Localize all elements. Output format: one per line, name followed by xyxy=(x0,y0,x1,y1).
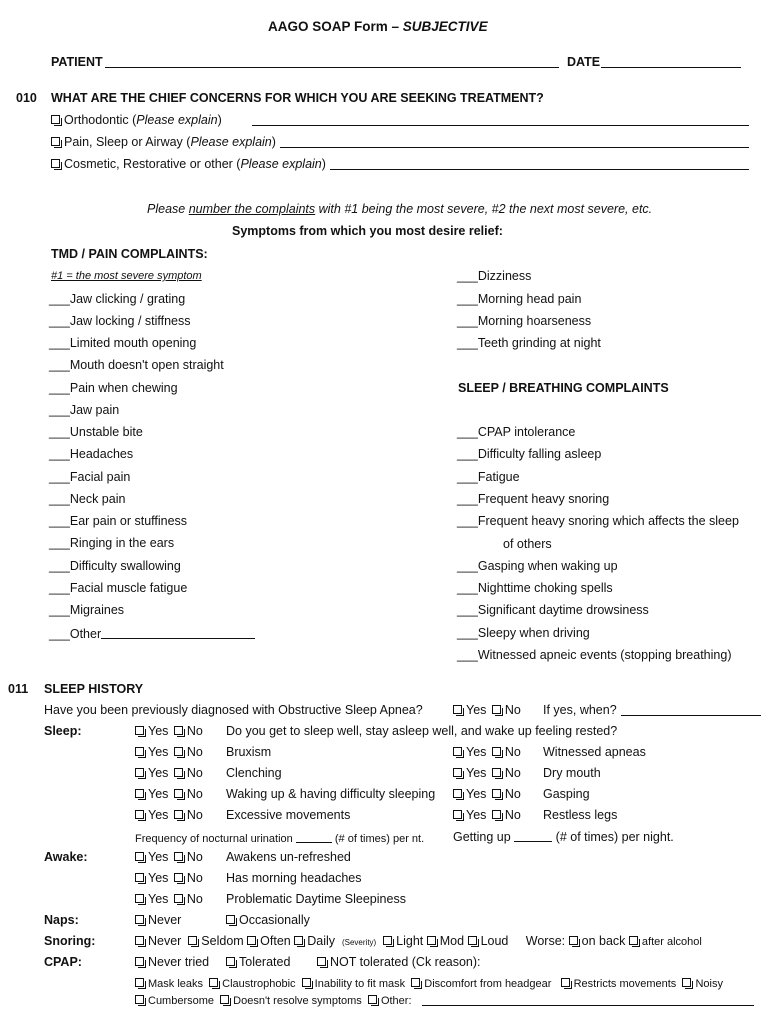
checkbox-icon[interactable] xyxy=(135,915,144,924)
yes-no-row[interactable]: Yes No xyxy=(135,788,203,801)
checkbox-icon[interactable] xyxy=(135,957,144,966)
form-title-emphasis: SUBJECTIVE xyxy=(402,19,488,34)
sleep-item[interactable]: ___Gasping when waking up xyxy=(457,559,618,573)
urination-frequency: Frequency of nocturnal urination (# of times) per nt. xyxy=(135,833,425,845)
checkbox-icon[interactable] xyxy=(135,852,144,861)
numbering-instructions: Please number the complaints with #1 being the most severe, #2 the next most severe, etc. xyxy=(147,202,653,216)
checkbox-icon[interactable] xyxy=(135,726,144,735)
yes-no-row[interactable]: Yes No xyxy=(135,809,203,822)
naps-occasionally[interactable]: Occasionally xyxy=(226,914,310,927)
tmd-item[interactable]: ___Ear pain or stuffiness xyxy=(49,514,188,528)
sleep-yes-no[interactable]: Yes No xyxy=(135,725,203,738)
sleep-label: Sleep: xyxy=(44,724,82,738)
checkbox-icon[interactable] xyxy=(383,936,392,945)
tmd-item[interactable]: ___Jaw locking / stiffness xyxy=(49,314,191,328)
yes-no-row[interactable]: Yes No xyxy=(135,746,203,759)
right-item[interactable]: ___Morning hoarseness xyxy=(457,314,592,328)
tmd-severity-note: #1 = the most severe symptom xyxy=(51,270,202,282)
checkbox-icon[interactable] xyxy=(174,789,183,798)
checkbox-icon[interactable] xyxy=(226,957,235,966)
checkbox-icon[interactable] xyxy=(302,978,311,987)
form-title-main: AAGO SOAP Form – xyxy=(268,19,400,34)
tmd-item[interactable]: ___Jaw clicking / grating xyxy=(49,292,186,306)
osa-question: Have you been previously diagnosed with Obstructive Sleep Apnea? xyxy=(44,703,423,717)
checkbox-icon[interactable] xyxy=(174,810,183,819)
tmd-item[interactable]: ___Migraines xyxy=(49,603,125,617)
concern-pain-sleep-airway[interactable]: Pain, Sleep or Airway (Please explain) xyxy=(51,136,276,149)
form-title xyxy=(268,20,488,34)
checkbox-icon[interactable] xyxy=(135,747,144,756)
sleep-item[interactable]: ___Difficulty falling asleep xyxy=(457,447,602,461)
checkbox-icon[interactable] xyxy=(188,936,197,945)
sleep-item[interactable]: ___Significant daytime drowsiness xyxy=(457,603,649,617)
checkbox-icon[interactable] xyxy=(135,768,144,777)
cpap-never-tried[interactable]: Never tried xyxy=(135,956,209,969)
naps-label: Naps: xyxy=(44,913,79,927)
sleep-item-continuation: of others xyxy=(503,537,552,551)
dry-mouth-label: Dry mouth xyxy=(543,766,601,780)
yes-no-row[interactable]: Yes No xyxy=(135,767,203,780)
checkbox-icon[interactable] xyxy=(629,936,638,945)
tmd-item[interactable]: ___Limited mouth opening xyxy=(49,336,197,350)
bruxism-label: Bruxism xyxy=(226,745,272,759)
awakens-label: Awakens un-refreshed xyxy=(226,850,351,864)
sleep-item[interactable]: ___Frequent heavy snoring xyxy=(457,492,610,506)
cpap-tolerated[interactable]: Tolerated xyxy=(226,956,290,969)
checkbox-icon[interactable] xyxy=(174,894,183,903)
cpap-reasons-row1: Mask leaks Claustrophobic Inability to fit mask Discomfort from headgear Restricts movements Noisy xyxy=(135,978,723,990)
tmd-item[interactable]: ___Difficulty swallowing xyxy=(49,559,181,573)
checkbox-icon[interactable] xyxy=(682,978,691,987)
checkbox-icon[interactable] xyxy=(247,936,256,945)
checkbox-icon[interactable] xyxy=(174,726,183,735)
other-field[interactable] xyxy=(101,627,255,639)
sleep-question: Do you get to sleep well, stay asleep well, and wake up feeling rested? xyxy=(226,724,618,738)
getting-up-field[interactable] xyxy=(514,830,552,842)
sleep-breathing-heading: SLEEP / BREATHING COMPLAINTS xyxy=(458,381,669,395)
checkbox-icon[interactable] xyxy=(561,978,570,987)
yes-no-row[interactable]: Yes No xyxy=(453,788,521,801)
cpap-reasons-row2: Cumbersome Doesn't resolve symptoms Other: xyxy=(135,995,412,1007)
checkbox-icon[interactable] xyxy=(174,747,183,756)
witnessed-apneas-label: Witnessed apneas xyxy=(543,745,646,759)
tmd-item[interactable]: ___Ringing in the ears xyxy=(49,536,175,550)
checkbox-icon[interactable] xyxy=(135,873,144,882)
restless-legs-label: Restless legs xyxy=(543,808,618,822)
waking-label: Waking up & having difficulty sleeping xyxy=(226,787,436,801)
cpap-other-field[interactable] xyxy=(422,1005,754,1006)
checkbox-icon[interactable] xyxy=(569,936,578,945)
checkbox-icon[interactable] xyxy=(135,894,144,903)
concern-cosmetic-field[interactable] xyxy=(330,169,749,170)
sleep-item[interactable]: ___Witnessed apneic events (stopping breathing) xyxy=(457,648,732,662)
checkbox-icon[interactable] xyxy=(174,873,183,882)
daytime-sleepiness-label: Problematic Daytime Sleepiness xyxy=(226,892,406,906)
chief-concerns-question: WHAT ARE THE CHIEF CONCERNS FOR WHICH YOU ARE SEEKING TREATMENT? xyxy=(51,91,544,105)
sleep-history-heading: SLEEP HISTORY xyxy=(44,682,144,696)
snoring-options: Never Seldom Often Daily (Severity) Light Mod Loud Worse: on back after alcohol xyxy=(135,935,702,948)
sleep-item[interactable]: ___Nighttime choking spells xyxy=(457,581,613,595)
checkbox-icon[interactable] xyxy=(135,978,144,987)
checkbox-icon[interactable] xyxy=(468,936,477,945)
right-item[interactable]: ___Morning head pain xyxy=(457,292,582,306)
checkbox-icon[interactable] xyxy=(135,810,144,819)
yes-no-row[interactable]: Yes No xyxy=(453,746,521,759)
patient-field[interactable] xyxy=(105,67,559,68)
yes-no-row[interactable]: Yes No xyxy=(135,893,203,906)
sleep-item[interactable]: ___Frequent heavy snoring which affects the sleep xyxy=(457,514,739,528)
checkbox-icon[interactable] xyxy=(453,789,462,798)
urination-field[interactable] xyxy=(296,831,332,843)
checkbox-icon[interactable] xyxy=(453,705,462,714)
awake-label: Awake: xyxy=(44,850,88,864)
concern-pain-field[interactable] xyxy=(280,147,749,148)
patient-label: PATIENT xyxy=(51,55,103,69)
checkbox-icon[interactable] xyxy=(492,789,501,798)
tmd-item[interactable]: ___Jaw pain xyxy=(49,403,120,417)
checkbox-icon[interactable] xyxy=(492,768,501,777)
checkbox-icon[interactable] xyxy=(174,768,183,777)
osa-when-field[interactable] xyxy=(621,715,761,716)
checkbox-icon[interactable] xyxy=(174,852,183,861)
tmd-item[interactable]: ___Neck pain xyxy=(49,492,126,506)
checkbox-icon[interactable] xyxy=(51,137,60,146)
concern-orthodontic-field[interactable] xyxy=(252,125,749,126)
yes-no-row[interactable]: Yes No xyxy=(453,809,521,822)
checkbox-icon[interactable] xyxy=(209,978,218,987)
yes-no-row[interactable]: Yes No xyxy=(135,851,203,864)
checkbox-icon[interactable] xyxy=(427,936,436,945)
tmd-item[interactable]: ___Unstable bite xyxy=(49,425,143,439)
right-item[interactable]: ___Teeth grinding at night xyxy=(457,336,601,350)
right-item[interactable]: ___Dizziness xyxy=(457,269,532,283)
date-field[interactable] xyxy=(601,67,741,68)
concern-cosmetic[interactable]: Cosmetic, Restorative or other (Please explain) xyxy=(51,158,326,171)
getting-up: Getting up (# of times) per night. xyxy=(453,830,674,844)
section-010-number: 010 xyxy=(16,91,37,105)
section-011-number: 011 xyxy=(8,682,29,696)
osa-yes-no[interactable]: Yes No xyxy=(453,704,521,717)
tmd-heading: TMD / PAIN COMPLAINTS: xyxy=(51,247,208,261)
symptoms-heading: Symptoms from which you most desire relief: xyxy=(232,224,503,238)
date-label: DATE xyxy=(567,55,601,69)
sleep-item[interactable]: ___Fatigue xyxy=(457,470,520,484)
tmd-item[interactable]: ___Headaches xyxy=(49,447,134,461)
sleep-item[interactable]: ___Sleepy when driving xyxy=(457,626,590,640)
checkbox-icon[interactable] xyxy=(51,115,60,124)
checkbox-icon[interactable] xyxy=(51,159,60,168)
checkbox-icon[interactable] xyxy=(492,747,501,756)
checkbox-icon[interactable] xyxy=(492,705,501,714)
yes-no-row[interactable]: Yes No xyxy=(135,872,203,885)
osa-if-yes: If yes, when? xyxy=(543,703,617,717)
checkbox-icon[interactable] xyxy=(135,995,144,1004)
sleep-item[interactable]: ___CPAP intolerance xyxy=(457,425,576,439)
checkbox-icon[interactable] xyxy=(226,915,235,924)
checkbox-icon[interactable] xyxy=(453,747,462,756)
naps-never[interactable]: Never xyxy=(135,914,181,927)
yes-no-row[interactable]: Yes No xyxy=(453,767,521,780)
snoring-label: Snoring: xyxy=(44,934,96,948)
checkbox-icon[interactable] xyxy=(220,995,229,1004)
clenching-label: Clenching xyxy=(226,766,282,780)
movements-label: Excessive movements xyxy=(226,808,351,822)
checkbox-icon[interactable] xyxy=(368,995,377,1004)
checkbox-icon[interactable] xyxy=(294,936,303,945)
tmd-item-other[interactable]: ___Other xyxy=(49,627,255,641)
cpap-label: CPAP: xyxy=(44,955,82,969)
tmd-item[interactable]: ___Mouth doesn't open straight xyxy=(49,358,224,372)
tmd-item[interactable]: ___Facial pain xyxy=(49,470,131,484)
checkbox-icon[interactable] xyxy=(492,810,501,819)
headaches-label: Has morning headaches xyxy=(226,871,362,885)
gasping-label: Gasping xyxy=(543,787,590,801)
checkbox-icon[interactable] xyxy=(411,978,420,987)
checkbox-icon[interactable] xyxy=(317,957,326,966)
checkbox-icon[interactable] xyxy=(453,810,462,819)
tmd-item[interactable]: ___Pain when chewing xyxy=(49,381,178,395)
concern-orthodontic[interactable]: Orthodontic (Please explain) xyxy=(51,114,222,127)
checkbox-icon[interactable] xyxy=(453,768,462,777)
checkbox-icon[interactable] xyxy=(135,789,144,798)
checkbox-icon[interactable] xyxy=(135,936,144,945)
tmd-item[interactable]: ___Facial muscle fatigue xyxy=(49,581,188,595)
cpap-not-tolerated[interactable]: NOT tolerated (Ck reason): xyxy=(317,956,481,969)
